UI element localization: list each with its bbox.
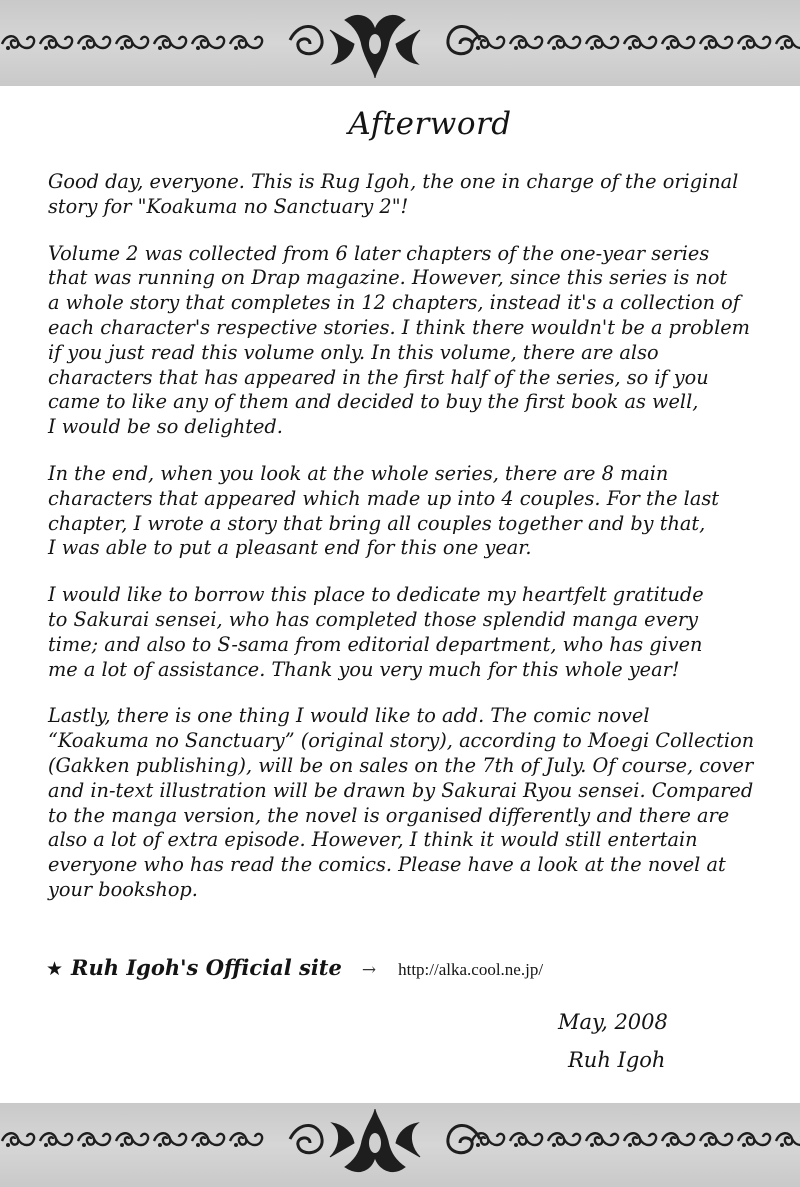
page-title: Afterword [348,106,512,142]
star-icon: ★ [46,958,64,980]
bottom-ornament-icon [0,1103,800,1187]
afterword-body [48,170,778,925]
paragraph-gratitude: I would like to borrow this place to dedicate my heartfelt gratitude to Sakurai sensei, who has completed those splendid manga every time; and also to S-sama from editorial department, who has given me a lot of assistance. Thank you very much for this whole year! [48,583,704,681]
paragraph-novel: Lastly, there is one thing I would like to add. The comic novel “Koakuma no Sanctuary” (original story), according to Moegi Collection (Gakken publishing), will be on sales on the 7th of July. Of course, cover and in-text illustration will be drawn by Sakurai Ryou sensei. Compared to the manga version, the novel is organised differently and there are also a lot of extra episode. However, I think it would still entertain everyone who has read the comics. Please have a look at the novel at your bookshop. [48,704,755,901]
paragraph-greeting: Good day, everyone. This is Rug Igoh, the one in charge of the original story for "Koakuma no Sanctuary 2"! [48,170,739,218]
paragraph-volume: Volume 2 was collected from 6 later chapters of the one-year series that was running on Drap magazine. However, since this series is not a whole story that completes in 12 chapters, instead it's a collection of each character's respective stories. I think there wouldn't be a problem if you just read this volume only. In this volume, there are also characters that has appeared in the first half of the series, so if you came to like any of them and decided to buy the first book as well, I would be so delighted. [48,241,750,439]
official-site-url[interactable]: http://alka.cool.ne.jp/ [398,960,544,979]
official-site-line [46,955,543,980]
paragraph-series: In the end, when you look at the whole series, there are 8 main characters that appeared which made up into 4 couples. For the last chapter, I wrote a story that bring all couples together and by that, I was able to put a pleasant end for this one year. [48,461,719,560]
top-ornament-band [0,0,800,86]
bottom-ornament-band [0,1103,800,1187]
arrow-right-icon: → [361,960,377,980]
top-ornament-icon [0,0,800,86]
author-signature: Ruh Igoh [568,1048,666,1072]
date: May, 2008 [558,1010,668,1034]
official-site-label: Ruh Igoh's Official site [71,955,342,980]
